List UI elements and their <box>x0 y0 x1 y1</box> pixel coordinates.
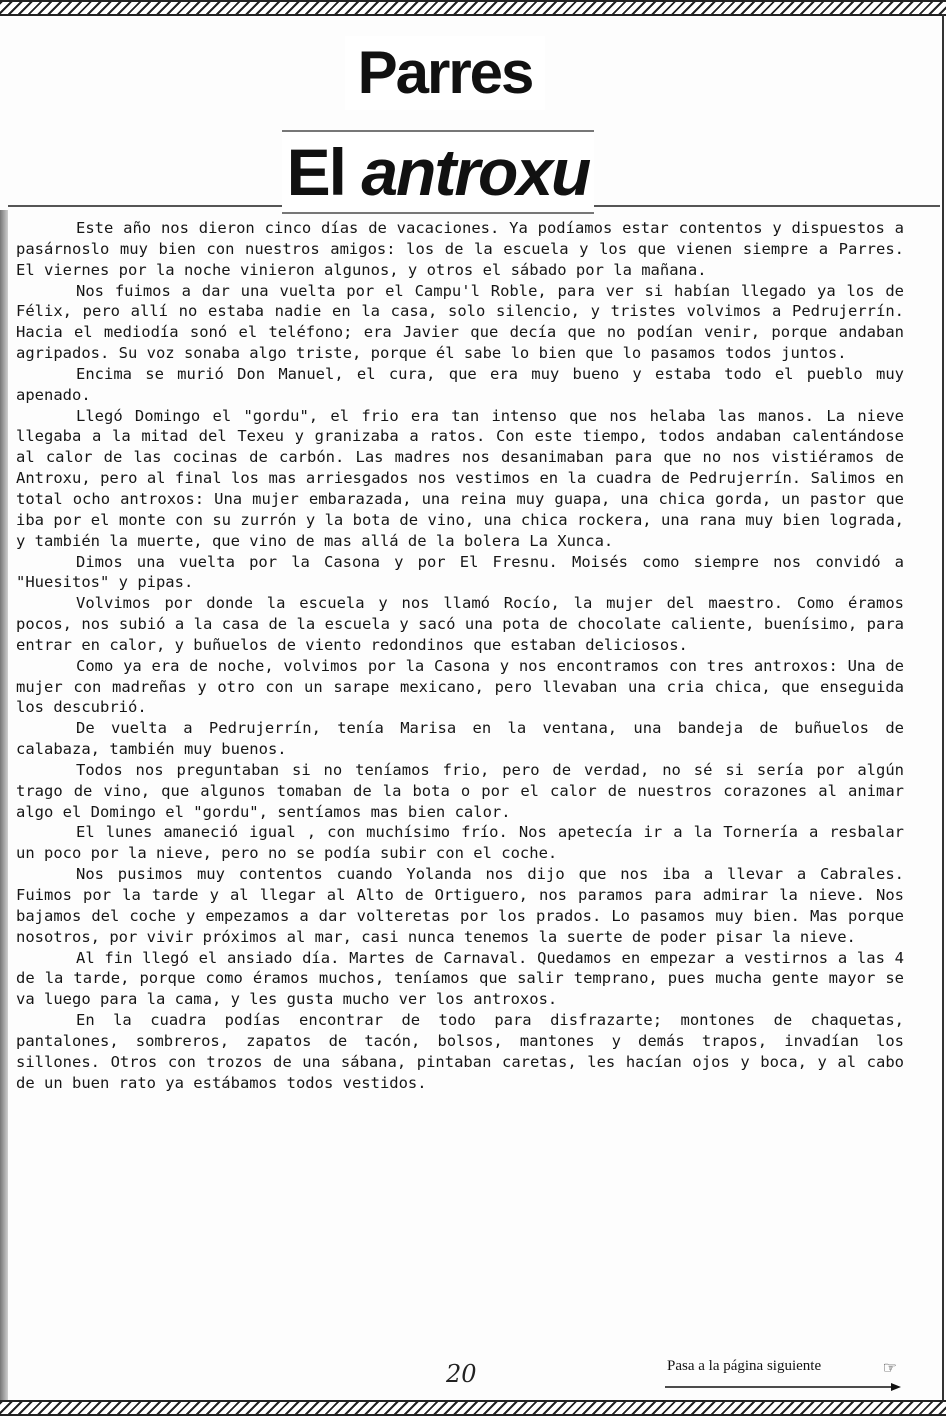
paragraph: El lunes amaneció igual , con muchísimo frío. Nos apetecía ir a la Tornería a resbalar un poco por la nieve, pero no se podía subir con el coche. <box>16 823 904 863</box>
paragraph: Dimos una vuelta por la Casona y por El Fresnu. Moisés como siempre nos convidó a "Huesitos" y pipas. <box>16 552 904 592</box>
paragraph: Volvimos por donde la escuela y nos llamó Rocío, la mujer del maestro. Como éramos pocos, nos subió a la casa de la escuela y sacó una pota de chocolate caliente, buenísimo, para entrar en calor, y buñuelos de viento redondinos que estaban deliciosos. <box>16 594 904 654</box>
page-title-parres: Parres <box>345 36 545 110</box>
article-body <box>16 218 904 1093</box>
paragraph: Encima se murió Don Manuel, el cura, que era muy bueno y estaba todo el pueblo muy apenado. <box>16 364 904 404</box>
paragraph: Como ya era de noche, volvimos por la Casona y nos encontramos con tres antroxos: Una de mujer con madreñas y otro con un sarape mexicano, pero llevaban una cria chica, que enseguida los descubrió. <box>16 656 904 717</box>
paragraph: Nos pusimos muy contentos cuando Yolanda nos dijo que nos iba a llevar a Cabrales. Fuimos por la tarde y al llegar al Alto de Ortiguero, nos paramos para admirar la nieve. Nos bajamos del coche y empezamos a dar volteretas por los prados. Lo pasamos muy bien. Mas porque nosotros, por vivir próximos al mar, casi nunca tenemos la suerte de poder pisar la nieve. <box>16 865 904 946</box>
left-scan-shadow <box>0 210 8 1400</box>
paragraph: Llegó Domingo el "gordu", el frio era tan intenso que nos helaba las manos. La nieve llegaba a la mitad del Texeu y granizaba a ratos. Con este tiempo, todos andaban calentándose al calor de las cocinas de carbón. Las madres nos desanimaban para que no nos vistiéramos de Antroxu, pero al final los mas arriesgados nos vestimos en la cuadra de Pedrujerrín. Salimos en total ocho antroxos: Una mujer embarazada, una reina muy guapa, una chica gorda, un pastor que iba por el monte con su zurrón y la bota de vino, una chica rockera, una rana muy bien lograda, y también la muerte, que vino de mas allá de la bolera La Xunca. <box>16 406 904 550</box>
next-page-arrow-icon <box>665 1382 901 1392</box>
paragraph: Nos fuimos a dar una vuelta por el Campu'l Roble, para ver si habían llegado ya los de Félix, pero allí no estaba nadie en la casa, solo silencio, y tristes volvimos a Pedrujerrín. Hacia el mediodía sonó el teléfono; era Javier que decía que no podían venir, porque andaban agripados. Su voz sonaba algo triste, porque él sabe lo bien que lo pasamos todos juntos. <box>16 281 904 363</box>
paragraph: De vuelta a Pedrujerrín, tenía Marisa en la ventana, una bandeja de buñuelos de calabaza, también muy buenos. <box>16 719 904 759</box>
right-border-rule <box>942 14 944 1404</box>
paragraph: Todos nos preguntaban si no teníamos frio, pero de verdad, no sé si sería por algún trago de vino, que algunos tomaban de la bota o por el calor de nuestros corazones al animar algo el Domingo el "gordu", sentíamos mas bien calor. <box>16 760 904 821</box>
paragraph: En la cuadra podías encontrar de todo para disfrazarte; montones de chaquetas, pantalones, sombreros, zapatos de tacón, bolsos, mantones y demás trapos, invadían los sillones. Otros con trozos de una sábana, pintaban caretas, les hacían ojos y boca, y al cabo de un buen rato ya estábamos todos vestidos. <box>16 1011 904 1092</box>
top-rope-border <box>0 0 946 16</box>
bottom-rope-border <box>0 1400 946 1416</box>
page-number: 20 <box>446 1360 477 1388</box>
next-page-label: Pasa a la página siguiente <box>667 1358 822 1374</box>
pointing-hand-icon: ☞ <box>882 1360 897 1377</box>
title-antroxu-italic: antroxu <box>361 135 590 209</box>
next-page-link[interactable] <box>665 1358 901 1384</box>
page-title-antroxu <box>282 130 594 214</box>
paragraph: Este año nos dieron cinco días de vacaciones. Ya podíamos estar contentos y dispuestos a pasárnoslo muy bien con nuestros amigos: los de la escuela y los que vienen siempre a Parres. El viernes por la noche vinieron algunos, y otros el sábado por la mañana. <box>16 219 904 279</box>
paragraph: Al fin llegó el ansiado día. Martes de Carnaval. Quedamos en empezar a vestirnos a las 4 de la tarde, porque como éramos muchos, teníamos que salir temprano, pues mucha gente mayor se va luego para la cama, y les gusta mucho ver los antroxos. <box>16 948 904 1009</box>
title-el: El <box>286 135 362 209</box>
